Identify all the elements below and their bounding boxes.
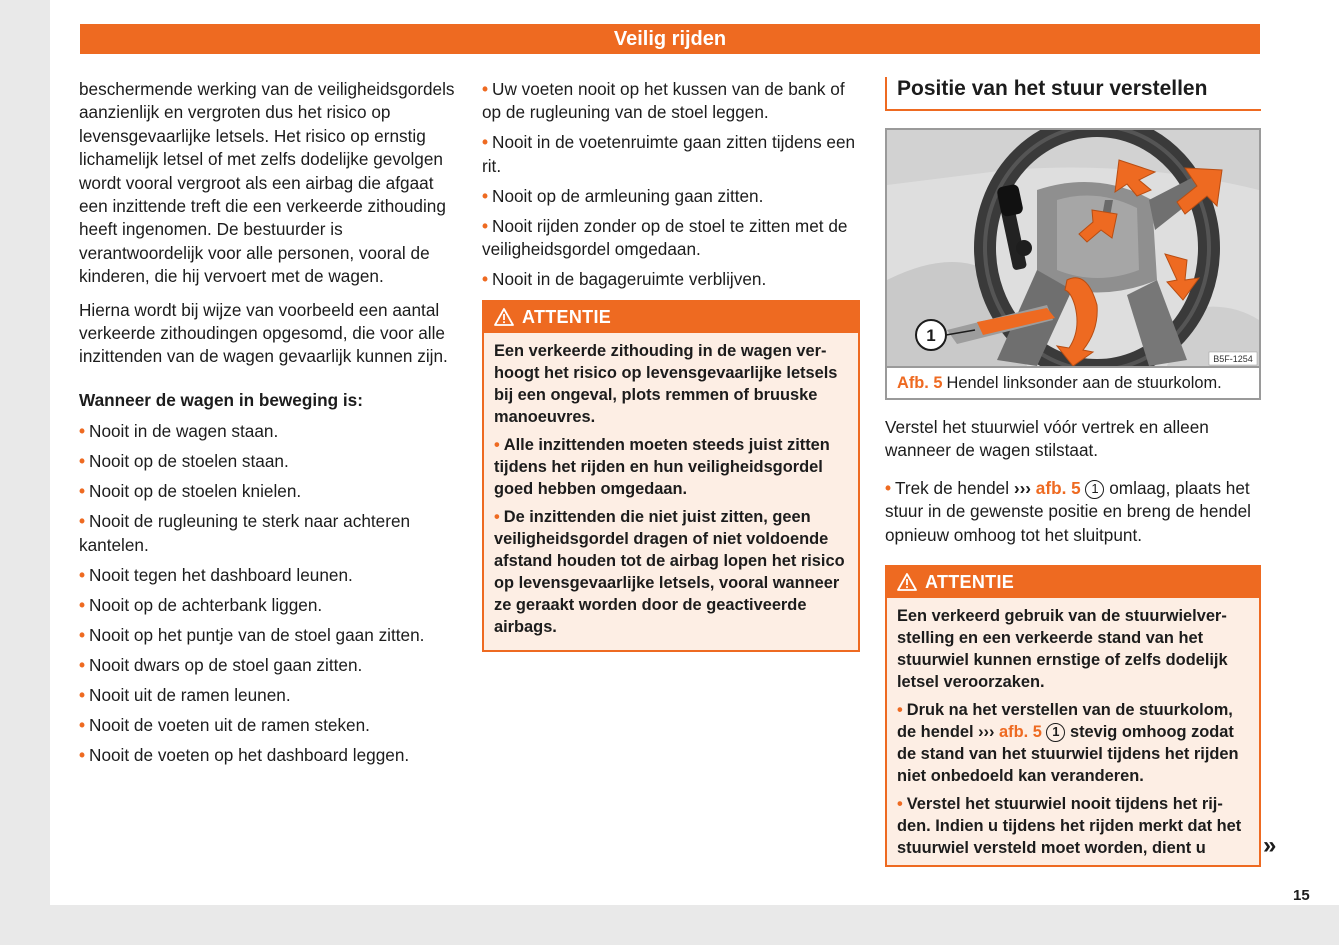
bullet-icon: •: [897, 795, 903, 814]
list-item: • Nooit in de wagen staan.: [79, 421, 279, 442]
list-item: • Nooit dwars op de stoel gaan zitten.: [79, 654, 363, 675]
bullet-icon: •: [79, 421, 86, 442]
list-item: • Nooit de voeten uit de ramen steken.: [79, 714, 370, 735]
bullet-icon: •: [79, 481, 86, 502]
steering-wheel-illustration: [887, 130, 1259, 366]
warning-item: • Verstel het stuurwiel nooit tijdens het rijden. Indien u tijdens het rijden merkt dat het stuurwiel versteld moet worden, dient u: [897, 795, 1242, 858]
list-item: • Nooit rijden zonder op de stoel te zitten met de veiligheidsgordel omgedaan.: [482, 215, 848, 260]
warning-body: [887, 598, 1259, 865]
warning-intro: Een verkeerde zithouding in de wagen verhoogt het risico op levensgevaarlijke letsels bij een ongeval, plots remmen of bruuske manoeuvres.: [494, 341, 838, 426]
chapter-header: Veilig rijden: [80, 24, 1260, 54]
warning-item: • Druk na het verstellen van de stuurkolom, de hendel ››› afb. 5 1 stevig omhoog zodat de stand van het stuurwiel tijdens het rijden niet onbedoeld kan veranderen.: [897, 701, 1239, 786]
list-item: • Nooit op de achterbank liggen.: [79, 594, 323, 615]
bullet-icon: •: [79, 624, 86, 645]
figure-reference-link[interactable]: afb. 5: [999, 723, 1042, 742]
list-item: • Nooit op de armleuning gaan zitten.: [482, 185, 764, 206]
bullet-icon: •: [885, 477, 892, 498]
list-item: • Nooit op het puntje van de stoel gaan zitten.: [79, 624, 425, 645]
bullet-icon: •: [79, 744, 86, 765]
list-item: • Nooit op de stoelen staan.: [79, 451, 289, 472]
reference-arrows: ›››: [978, 723, 995, 742]
warning-triangle-icon: [897, 573, 917, 591]
list-item: • Nooit uit de ramen leunen.: [79, 684, 291, 705]
bullet-icon: •: [79, 511, 86, 532]
warning-box: [482, 300, 860, 652]
callout-number: 1: [1046, 723, 1065, 742]
bullet-icon: •: [482, 185, 489, 206]
figure-caption-text: Hendel linksonder aan de stuurkolom.: [946, 374, 1222, 392]
figure-reference-link[interactable]: afb. 5: [1035, 477, 1081, 498]
figure-number: Afb. 5: [897, 374, 943, 392]
warning-header: ATTENTIE: [887, 567, 1259, 598]
paragraph: Hierna wordt bij wijze van voorbeeld een aantal verkeerde zithoudingen opgesomd, die voor alle inzittenden van de wagen gevaarlijk kunnen zijn.: [79, 299, 448, 367]
page: [50, 0, 1339, 905]
list-item: • Nooit in de bagageruimte verblijven.: [482, 269, 767, 290]
warning-triangle-icon: [494, 308, 514, 326]
bullet-icon: •: [494, 435, 500, 454]
list-item: • Nooit de voeten op het dashboard leggen.: [79, 744, 410, 765]
figure-callout: 1: [926, 326, 936, 345]
bullet-icon: •: [482, 269, 489, 290]
bullet-icon: •: [79, 564, 86, 585]
warning-intro: Een verkeerd gebruik van de stuurwielverstelling en een verkeerde stand van het stuurwiel kunnen ernstige of zelfs dodelijk letsel veroorzaken.: [897, 607, 1228, 692]
figure-code: B5F-1254: [1213, 354, 1253, 364]
list-item: • Nooit in de voetenruimte gaan zitten tijdens een rit.: [482, 132, 856, 176]
column-right: [885, 78, 1261, 867]
warning-header: ATTENTIE: [484, 302, 858, 333]
list-item: • Nooit tegen het dashboard leunen.: [79, 564, 353, 585]
page-number: 15: [1293, 887, 1310, 904]
callout-number: 1: [1085, 480, 1104, 499]
column-left: [79, 78, 457, 774]
subheading: Wanneer de wagen in beweging is:: [79, 389, 363, 410]
bullet-icon: •: [79, 594, 86, 615]
bullet-icon: •: [482, 79, 489, 99]
bullet-icon: •: [482, 215, 489, 236]
section-title: Positie van het stuur verstellen: [885, 77, 1261, 111]
figure-caption: [885, 368, 1261, 400]
paragraph: beschermende werking van de veiligheidsgordels aanzienlijk en vergroten dus het risico op levensgevaarlijke letsels. Het risico op ernstig lichamelijk letsel of met zelfs dodelijke gevolgen wordt vooral vergroot als een airbag die afgaat een inzittende treft die een verkeerde zithouding heeft ingenomen. De bestuurder is verantwoordelijk voor alle personen, vooral de kinderen, die hij vervoert met de wagen.: [79, 79, 455, 287]
bullet-list: [79, 420, 457, 767]
bullet-icon: •: [79, 654, 86, 675]
column-middle: [482, 78, 860, 652]
bullet-icon: •: [79, 451, 86, 472]
bullet-icon: •: [79, 714, 86, 735]
continue-mark: »: [1263, 832, 1277, 859]
warning-item: • Alle inzittenden moeten steeds juist zitten tijdens het rijden en hun veiligheidsgordel goed hebben omgedaan.: [494, 435, 830, 498]
list-item: • Nooit de rugleuning te sterk naar achteren kantelen.: [79, 511, 411, 555]
reference-arrows: ›››: [1013, 477, 1032, 498]
bullet-icon: •: [897, 701, 903, 720]
list-item: • Uw voeten nooit op het kussen van de bank of op de rugleuning van de stoel leggen.: [482, 79, 845, 123]
warning-box: [885, 565, 1261, 867]
bullet-icon: •: [494, 507, 500, 526]
instruction-step: • Trek de hendel ››› afb. 5 1 omlaag, plaats het stuur in de gewenste positie en breng de hendel opnieuw omhoog tot het sluitpunt.: [885, 477, 1251, 545]
list-item: • Nooit op de stoelen knielen.: [79, 481, 302, 502]
steering-wheel-figure: [885, 128, 1261, 368]
bullet-icon: •: [79, 684, 86, 705]
warning-body: [484, 333, 858, 650]
bullet-list: [482, 78, 860, 292]
warning-item: • De inzittenden die niet juist zitten, geen veiligheidsgordel dragen of niet voldoende afstand houden tot de airbag lopen het risico op levensgevaarlijke letsels, vooral wanneer ze geraakt worden door de geactiveerde airbags.: [494, 507, 845, 636]
bullet-icon: •: [482, 132, 489, 153]
paragraph: Verstel het stuurwiel vóór vertrek en alleen wanneer de wagen stilstaat.: [885, 417, 1209, 461]
